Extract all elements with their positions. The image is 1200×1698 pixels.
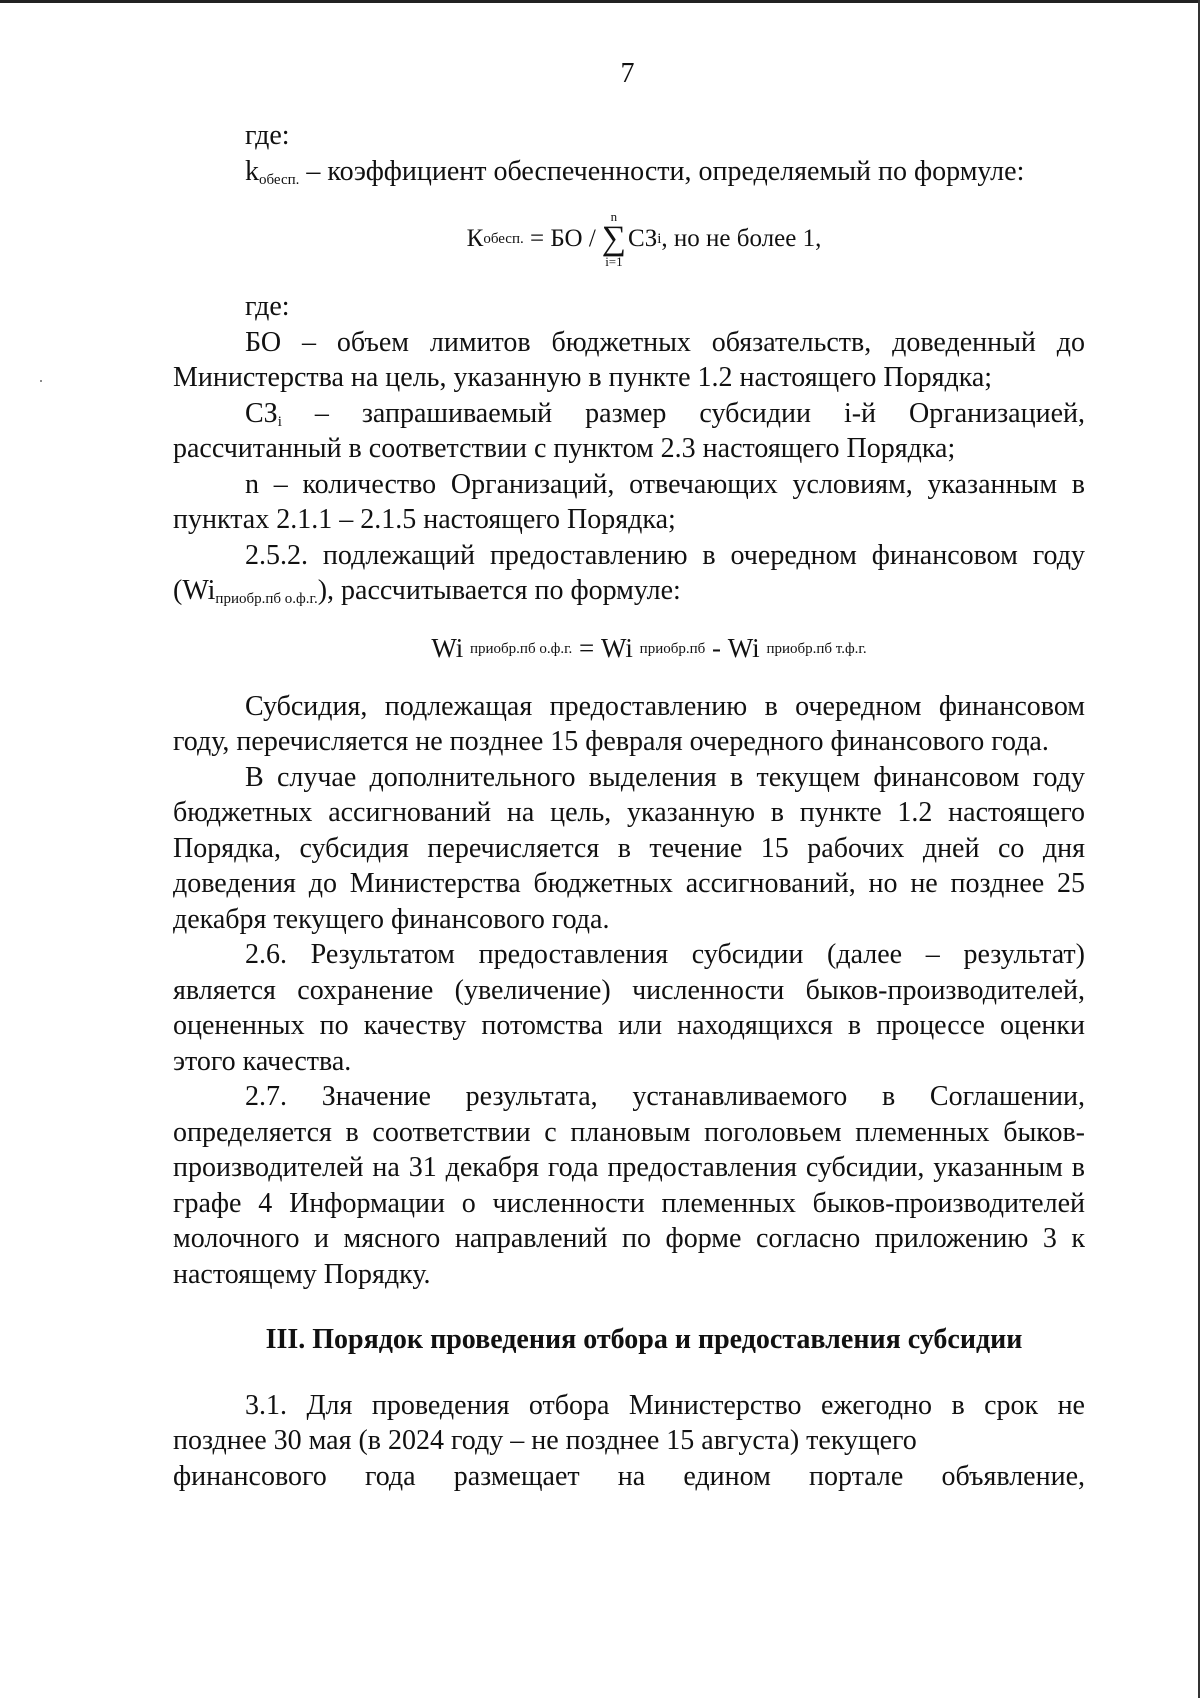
formula2-w1: Wi — [431, 632, 464, 663]
p252-text-a: 2.5.2. подлежащий предоставлению в очередном финансовом году (Wi — [173, 539, 1085, 606]
n-definition: n – количество Организаций, отвечающих условиям, указанным в пунктах 2.1.1 – 2.1.5 настоящего Порядка; — [173, 468, 1085, 535]
paragraph-2-7: 2.7. Значение результата, устанавливаемого в Соглашении, определяется в соответствии с плановым поголовьем племенных быков-производителей на 31 декабря года предоставления субсидии, указанным в графе 4 Информации о численности племенных быков-производителей молочного и мясного направлений по форме согласно приложению 3 к настоящему Порядку. — [173, 1081, 1085, 1290]
scan-top-edge — [0, 0, 1200, 3]
sz-definition-text: – запрашиваемый размер субсидии i-й Организацией, рассчитанный в соответствии с пунктом 2.3 настоящего Порядка; — [173, 397, 1085, 464]
word: размещает — [453, 1460, 580, 1492]
formula2-minus: - — [712, 632, 722, 663]
sum-symbol: ∑ — [601, 220, 627, 257]
formula2-eq: = — [579, 632, 595, 663]
formula2-w3: Wi — [727, 632, 760, 663]
word: объявление, — [941, 1460, 1085, 1492]
sz-subscript: i — [277, 413, 282, 430]
document-body — [173, 118, 1085, 1494]
paragraph-3-1: 3.1. Для проведения отбора Министерство ежегодно в срок не позднее 30 мая (в 2024 году – не позднее 15 августа) текущего — [173, 1389, 1085, 1456]
formula-next-year-subsidy: Wi приобр.пб о.ф.г. = Wi приобр.пб - Wi приобр.пб т.ф.г. — [173, 609, 1085, 689]
bo-definition: БО – объем лимитов бюджетных обязательств, доведенный до Министерства на цель, указанную в пункте 1.2 настоящего Порядка; — [173, 326, 1085, 393]
word: портале — [809, 1460, 904, 1492]
formula1-eq: = БО / — [530, 225, 596, 253]
where-label-2: где: — [245, 291, 290, 322]
where-label: где: — [245, 120, 290, 151]
formula1-term: СЗ — [628, 225, 658, 253]
formula1-tail: , но не более 1, — [661, 225, 822, 253]
k-definition — [173, 154, 1085, 190]
word: финансового — [173, 1460, 327, 1492]
k-symbol: k — [245, 155, 259, 187]
word: едином — [683, 1460, 771, 1492]
additional-allocation-paragraph: В случае дополнительного выделения в текущем финансовом году бюджетных ассигнований на цель, указанную в пункте 1.2 настоящего Порядка, субсидия перечисляется в течение 15 рабочих дней со дня доведения до Министерства бюджетных ассигнований, но не позднее 25 декабря текущего финансового года. — [173, 761, 1085, 935]
sz-symbol: СЗ — [245, 397, 278, 429]
scan-speck — [40, 380, 42, 382]
p252-text-b: ), рассчитывается по формуле: — [317, 575, 681, 606]
k-subscript: обесп. — [259, 171, 300, 188]
p252-subscript: приобр.пб о.ф.г. — [215, 591, 318, 607]
subsidy-transfer-paragraph: Субсидия, подлежащая предоставлению в очередном финансовом году, перечисляется не позднее 15 февраля очередного финансового года. — [173, 690, 1085, 757]
paragraph-3-1-last-line — [173, 1459, 1085, 1495]
k-definition-text: – коэффициент обеспеченности, определяемый по формуле: — [306, 155, 1025, 187]
word: на — [617, 1460, 646, 1492]
paragraph-2-6: 2.6. Результатом предоставления субсидии (далее – результат) является сохранение (увеличение) численности быков-производителей, оцененных по качеству потомства или находящихся в процессе оценки этого качества. — [173, 939, 1085, 1077]
formula1-lhs: К — [466, 225, 484, 253]
sum-upper-limit: n — [610, 209, 618, 224]
sz-definition — [173, 396, 1085, 467]
paragraph-2-5-2 — [173, 538, 1085, 609]
section-3-heading: III. Порядок проведения отбора и предоставления субсидии — [265, 1324, 1023, 1355]
formula-coverage-coefficient: К обесп. = БО / n ∑ i=1 СЗ i , но не более 1, — [466, 209, 822, 269]
page-number: 7 — [620, 58, 635, 89]
formula2-w2: Wi — [601, 632, 633, 663]
word: года — [364, 1460, 416, 1492]
sum-lower-limit: i=1 — [605, 254, 623, 269]
sum-operator — [602, 210, 626, 268]
